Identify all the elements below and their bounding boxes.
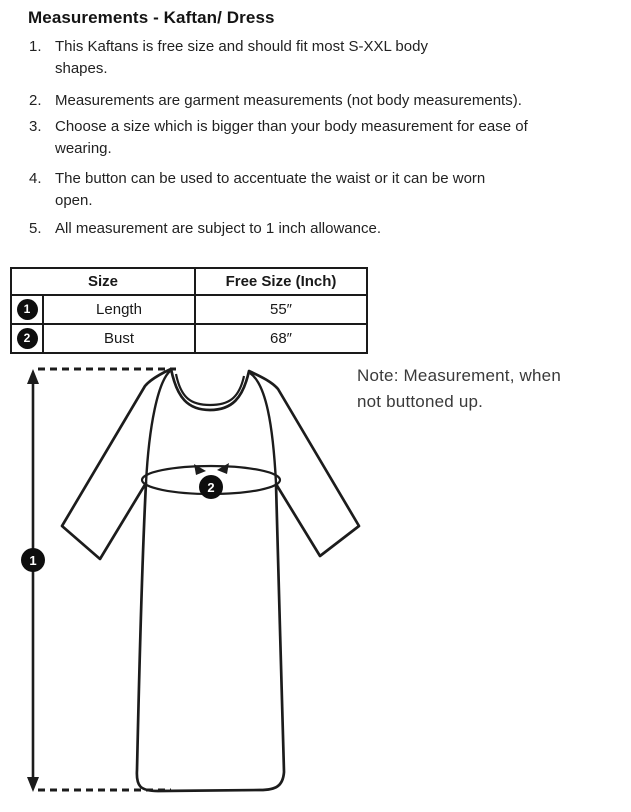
list-item-text: open. [55, 192, 93, 209]
row-label: Length [43, 295, 195, 324]
list-item-text: The button can be used to accentuate the waist or it can be worn [55, 170, 486, 187]
left-armhole-line [146, 371, 170, 483]
bust-arrow-left-icon [217, 463, 229, 474]
length-arrow-up-icon [27, 369, 39, 384]
list-item-number: 5. [29, 220, 42, 237]
list-item-number: 3. [29, 118, 42, 135]
right-armhole-line [250, 373, 276, 483]
bust-badge-number: 2 [207, 480, 215, 495]
length-badge-number: 1 [29, 553, 37, 568]
page-title: Measurements - Kaftan/ Dress [28, 8, 275, 27]
list-item-text: Choose a size which is bigger than your body measurement for ease of [55, 118, 528, 135]
measurement-note-line: Note: Measurement, when [357, 366, 561, 385]
list-item-number: 1. [29, 38, 42, 55]
measurement-note-line: not buttoned up. [357, 392, 484, 411]
list-item-number: 4. [29, 170, 42, 187]
list-item-text: This Kaftans is free size and should fit most S-XXL body [55, 38, 428, 55]
table-header-freesize: Free Size (Inch) [195, 268, 367, 295]
length-arrow-down-icon [27, 777, 39, 792]
row-value: 68″ [195, 324, 367, 353]
list-item-text: shapes. [55, 60, 108, 77]
list-item-text: All measurement are subject to 1 inch allowance. [55, 220, 382, 237]
row-label: Bust [43, 324, 195, 353]
list-item-text: Measurements are garment measurements (not body measurements). [55, 92, 522, 109]
list-item-number: 2. [29, 92, 42, 109]
dress-outline [62, 369, 359, 791]
row-value: 55″ [195, 295, 367, 324]
measure-badge-2-icon: 2 [17, 328, 38, 349]
table-header-size: Size [11, 268, 195, 295]
measure-badge-1-icon: 1 [17, 299, 38, 320]
list-item-text: wearing. [55, 140, 112, 157]
